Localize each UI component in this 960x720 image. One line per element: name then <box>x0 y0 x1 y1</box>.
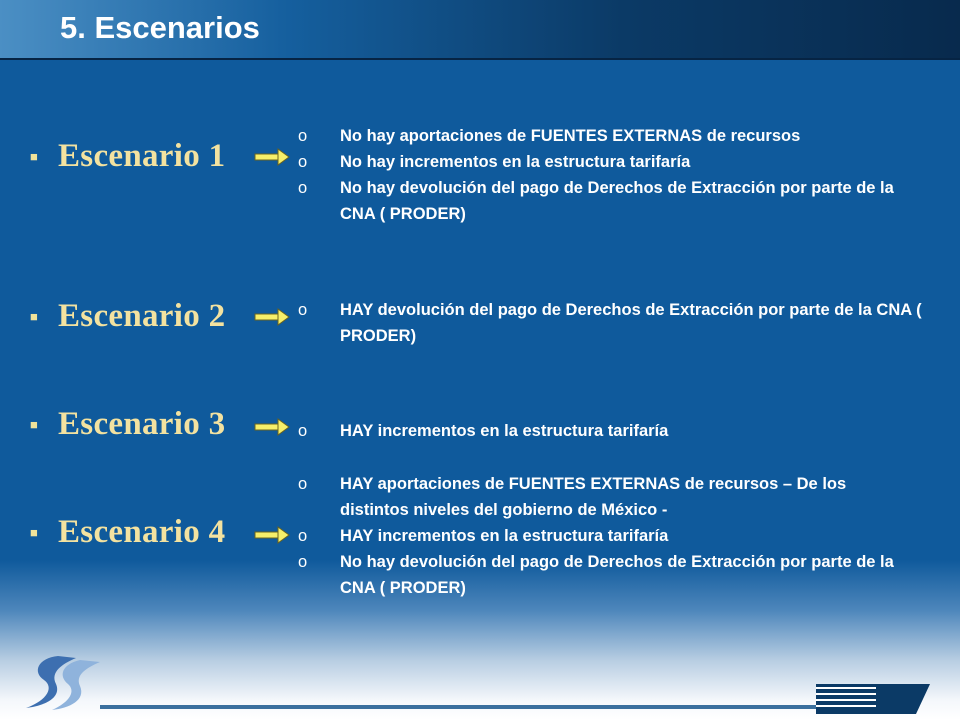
list-item-text: No hay devolución del pago de Derechos de Extracción por parte de la CNA ( PRODER) <box>340 553 894 597</box>
list-item <box>296 471 936 523</box>
title-bar <box>0 0 960 60</box>
list-item <box>296 149 936 175</box>
footer-stripes-graphic <box>816 682 936 716</box>
s-logo-icon <box>18 650 108 716</box>
list-marker: o <box>298 153 308 171</box>
scenario-2 <box>30 292 225 340</box>
list-item-text: HAY devolución del pago de Derechos de Extracción por parte de la CNA ( PRODER) <box>340 301 922 345</box>
list-item-text: No hay incrementos en la estructura tarifaría <box>340 153 691 171</box>
list-item-text: HAY incrementos en la estructura tarifaría <box>340 422 669 440</box>
bullet-icon: ■ <box>30 524 38 540</box>
list-item <box>296 549 936 601</box>
scenario-1 <box>30 132 225 180</box>
list-item-text: No hay aportaciones de FUENTES EXTERNAS de recursos <box>340 127 801 145</box>
scenario-3-description <box>296 418 936 444</box>
right-arrow-icon <box>254 526 290 544</box>
right-arrow-icon <box>254 418 290 436</box>
list-marker: o <box>298 527 308 545</box>
list-marker: o <box>298 301 308 319</box>
scenario-4 <box>30 508 225 556</box>
scenario-1-description <box>296 123 936 227</box>
footer-line <box>100 705 900 709</box>
list-marker: o <box>298 475 308 493</box>
scenario-label: Escenario 1 <box>58 137 226 174</box>
list-marker: o <box>298 127 308 145</box>
list-item <box>296 297 936 349</box>
scenario-3 <box>30 400 225 448</box>
page-title: 5. Escenarios <box>60 10 260 45</box>
right-arrow-icon <box>254 308 290 326</box>
bullet-icon: ■ <box>30 308 38 324</box>
list-item <box>296 523 936 549</box>
list-item <box>296 123 936 149</box>
right-arrow-icon <box>254 148 290 166</box>
list-item <box>296 418 936 444</box>
list-marker: o <box>298 422 308 440</box>
scenario-4-description <box>296 471 936 601</box>
scenario-label: Escenario 4 <box>58 513 226 550</box>
bullet-icon: ■ <box>30 148 38 164</box>
scenario-2-description <box>296 297 936 349</box>
list-marker: o <box>298 179 308 197</box>
list-item-text: No hay devolución del pago de Derechos de Extracción por parte de la CNA ( PRODER) <box>340 179 894 223</box>
list-item <box>296 175 936 227</box>
scenario-label: Escenario 3 <box>58 405 226 442</box>
scenario-label: Escenario 2 <box>58 297 226 334</box>
list-item-text: HAY incrementos en la estructura tarifaría <box>340 527 669 545</box>
list-marker: o <box>298 553 308 571</box>
bullet-icon: ■ <box>30 416 38 432</box>
list-item-text: HAY aportaciones de FUENTES EXTERNAS de recursos – De los distintos niveles del gobierno de México - <box>340 475 847 519</box>
